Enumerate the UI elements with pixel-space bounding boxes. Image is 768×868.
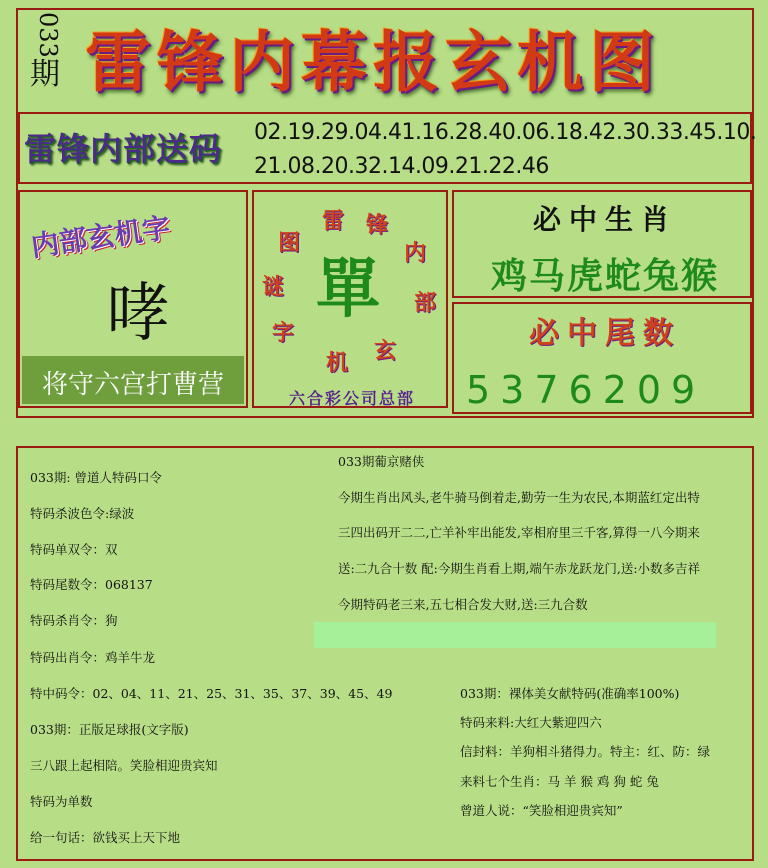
wheel-char: 机 <box>326 350 349 376</box>
text-line: 特码杀波色令:绿波 <box>30 506 135 521</box>
phrase-text: 将守六宫打曹营 <box>41 370 224 400</box>
text-line: 033期：正版足球报(文字版) <box>30 722 189 737</box>
wheel-char: 图 <box>278 230 301 256</box>
text-line: 033期: 曾道人特码口令 <box>30 470 163 485</box>
issue-suffix: 期 <box>30 56 60 92</box>
wheel-char: 内 <box>404 240 427 266</box>
wheel-char: 雷 <box>322 208 345 234</box>
text-line: 信封料：羊狗相斗猪得力。特主：红、防：绿 <box>460 744 711 759</box>
text-line: 来料七个生肖：马 羊 猴 鸡 狗 蛇 兔 <box>460 774 659 789</box>
inner-char: 哮 <box>106 277 170 351</box>
tail-title: 必中尾数 <box>529 316 681 351</box>
zodiac-title: 必中生肖 <box>532 203 677 236</box>
text-line: 特中码令：02、04、11、21、25、31、35、37、39、45、49 <box>30 686 393 701</box>
text-line: 今期生肖出风头,老牛骑马倒着走,勤劳一生为农民,本期蓝红定出特 <box>338 490 700 505</box>
wheel-char: 部 <box>414 290 437 316</box>
text-line: 特码来料:大红大紫迎四六 <box>460 715 602 730</box>
text-line: 033期葡京赌侠 <box>338 454 425 469</box>
zodiac-animals: 鸡马虎蛇兔猴 <box>490 255 719 297</box>
text-line: 特码出肖令：鸡羊牛龙 <box>30 650 156 665</box>
tail-digits: 5376209 <box>466 368 706 412</box>
text-line: 给一句话：欲钱买上天下地 <box>30 830 181 845</box>
issue-label <box>30 12 70 90</box>
wheel-char: 玄 <box>374 338 397 364</box>
center-char: 單 <box>316 252 380 327</box>
inner-char-title: 内部玄机字 <box>28 210 173 264</box>
text-line: 特码单双令：双 <box>30 542 118 557</box>
text-line: 曾道人说：“笑脸相迎贵宾知” <box>460 803 623 818</box>
wheel-char: 字 <box>272 320 295 346</box>
text-line: 今期特码老三来,五七相合发大财,送:三九合数 <box>338 597 588 612</box>
issue-number: 033 <box>34 12 62 58</box>
codes-label: 雷锋内部送码 <box>24 130 223 168</box>
codes-line-1: 02.19.29.04.41.16.28.40.06.18.42.30.33.45.10. <box>254 120 757 145</box>
text-line: 特码尾数令：068137 <box>30 577 153 592</box>
page-title: 雷锋内幕报玄机图 <box>85 23 661 101</box>
text-line: 三八跟上起相陪。笑脸相迎贵宾知 <box>30 758 218 773</box>
wheel-char: 谜 <box>262 274 285 300</box>
codes-line-2: 21.08.20.32.14.09.21.22.46 <box>254 154 549 179</box>
wheel-char: 锋 <box>366 212 389 238</box>
text-line: 特码杀肖令：狗 <box>30 613 118 628</box>
company-label: 六合彩公司总部 <box>288 389 415 408</box>
text-line: 三四出码开二二,亡羊补牢出能发,宰相府里三千客,算得一八今期来 <box>338 525 700 540</box>
highlight-bar <box>314 622 716 648</box>
text-line: 特码为单数 <box>30 794 93 809</box>
text-line: 033期：裸体美女献特码(准确率100%) <box>460 686 680 701</box>
text-line: 送:二九合十数 配:今期生肖看上期,端午赤龙跃龙门,送:小数多吉祥 <box>338 561 701 576</box>
